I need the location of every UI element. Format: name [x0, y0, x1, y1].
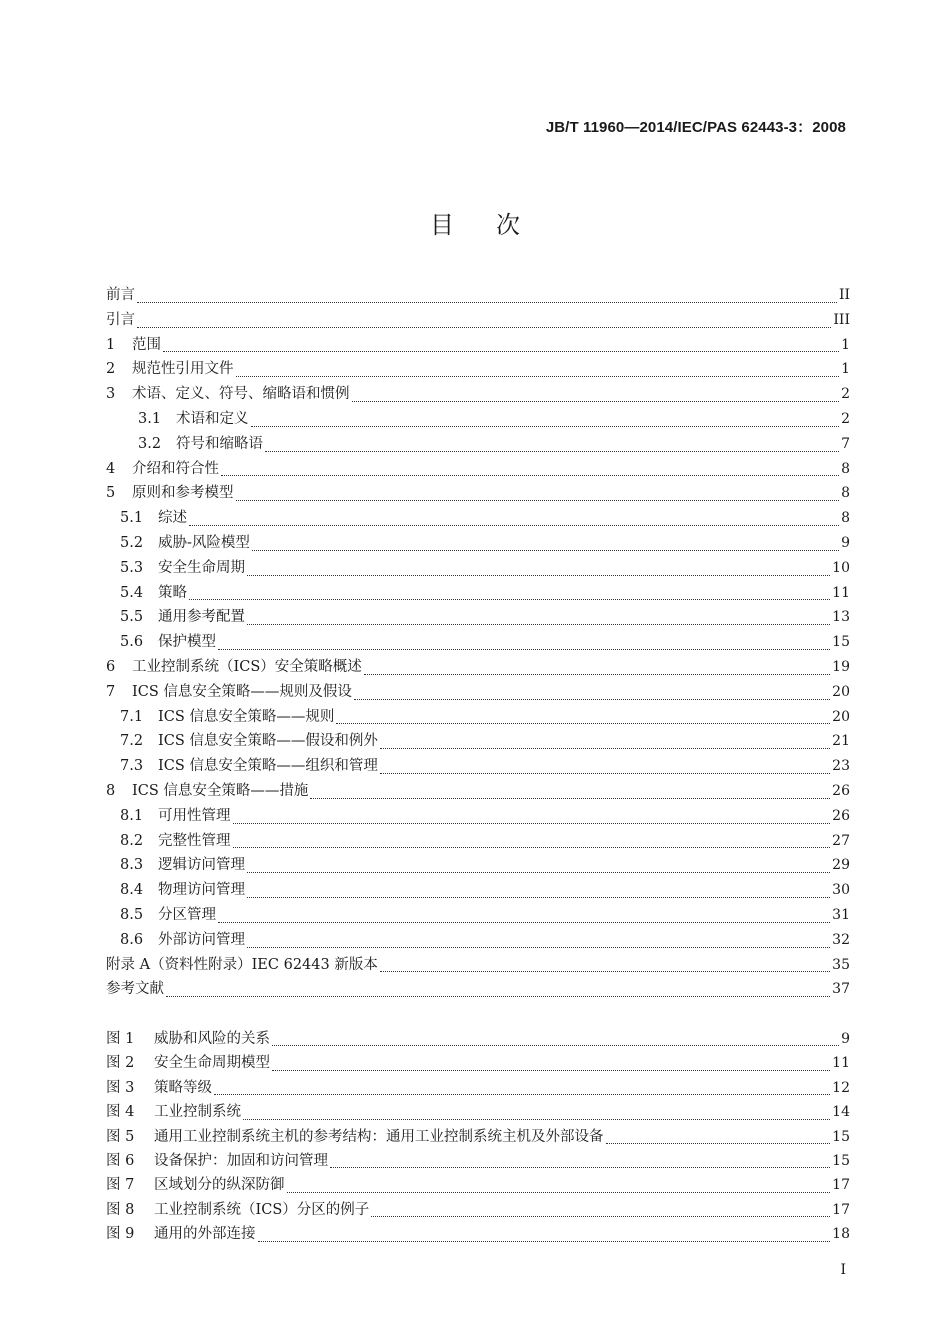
dot-leader [247, 624, 830, 625]
figure-entry[interactable] [106, 1027, 850, 1051]
toc-entry[interactable] [106, 605, 850, 630]
toc-entry[interactable] [106, 531, 850, 556]
figure-entry[interactable] [106, 1198, 850, 1222]
dot-leader [189, 599, 830, 600]
dot-leader [352, 401, 840, 402]
section-title: ICS 信息安全策略——组织和管理 [158, 758, 378, 775]
page-ref: 9 [841, 534, 850, 551]
page-ref: 11 [832, 584, 850, 601]
section-number: 8 [106, 782, 116, 799]
section-number: 3.1 [138, 410, 162, 427]
toc-entry[interactable] [106, 283, 850, 308]
figure-title: 威胁和风险的关系 [154, 1031, 270, 1047]
figure-title: 通用工业控制系统主机的参考结构：通用工业控制系统主机及外部设备 [154, 1128, 604, 1145]
toc-entry[interactable] [106, 853, 850, 878]
toc-entry[interactable] [106, 581, 850, 606]
toc-entry[interactable] [106, 506, 850, 531]
section-number: 5 [106, 485, 116, 502]
figure-entry[interactable] [106, 1100, 850, 1124]
page-ref: 13 [832, 609, 850, 626]
page-ref: 11 [832, 1055, 850, 1072]
section-number: 5.4 [120, 584, 144, 601]
toc-entry[interactable] [106, 630, 850, 655]
toc-entry[interactable] [106, 680, 850, 705]
page-ref: 21 [832, 733, 850, 750]
page-title: 目次 [430, 211, 562, 239]
dot-leader [258, 1241, 831, 1242]
toc-entry[interactable] [106, 481, 850, 506]
toc-entry[interactable] [106, 878, 850, 903]
toc-entry[interactable] [106, 928, 850, 953]
dot-leader [380, 773, 830, 774]
dot-leader [380, 971, 830, 972]
toc-entry[interactable] [106, 308, 850, 333]
page-ref: 32 [832, 931, 850, 948]
figure-title: 工业控制系统 [154, 1104, 241, 1121]
section-number: 8.6 [120, 931, 144, 948]
figure-entry[interactable] [106, 1222, 850, 1246]
figure-title: 策略等级 [154, 1079, 212, 1096]
toc-entry[interactable] [106, 382, 850, 407]
dot-leader [272, 1045, 839, 1046]
toc-entry[interactable] [106, 829, 850, 854]
toc-entry[interactable] [106, 556, 850, 581]
page-ref: 8 [841, 460, 850, 477]
figure-number: 图 5 [106, 1128, 135, 1145]
page-ref: 15 [832, 1128, 850, 1145]
dot-leader [272, 1070, 830, 1071]
page-ref: 12 [832, 1079, 850, 1096]
dot-leader [163, 351, 839, 352]
section-title: 综述 [158, 510, 187, 527]
toc-entry[interactable] [106, 977, 850, 1002]
section-number: 8.2 [120, 832, 144, 849]
dot-leader [221, 475, 839, 476]
figure-title: 设备保护：加固和访问管理 [154, 1152, 328, 1169]
toc-entry[interactable] [106, 804, 850, 829]
page-ref: 15 [832, 1152, 850, 1169]
dot-leader [265, 451, 839, 452]
dot-leader [247, 897, 830, 898]
section-title: 术语、定义、符号、缩略语和惯例 [132, 386, 350, 403]
section-number: 7 [106, 683, 116, 700]
page-ref: 2 [841, 386, 850, 403]
section-title: 引言 [106, 311, 135, 328]
figure-entry[interactable] [106, 1149, 850, 1173]
page-ref: II [838, 287, 850, 303]
section-title: 术语和定义 [176, 410, 249, 427]
section-title: 附录 A（资料性附录）IEC 62443 新版本 [106, 956, 378, 973]
section-title: ICS 信息安全策略——假设和例外 [158, 733, 378, 750]
page-ref: 17 [832, 1201, 850, 1218]
page-ref: 14 [832, 1104, 850, 1121]
section-number: 7.2 [120, 733, 144, 750]
page-ref: 31 [832, 906, 850, 923]
dot-leader [310, 798, 830, 799]
dot-leader [354, 699, 830, 700]
toc-entry[interactable] [106, 729, 850, 754]
dot-leader [330, 1167, 830, 1168]
toc-entry[interactable] [106, 333, 850, 358]
figure-number: 图 9 [106, 1226, 135, 1243]
dot-leader [364, 674, 830, 675]
table-of-contents [106, 283, 850, 1002]
toc-entry[interactable] [106, 903, 850, 928]
figure-title: 安全生命周期模型 [154, 1055, 270, 1072]
page-ref: 1 [841, 336, 850, 353]
section-title: 策略 [158, 584, 187, 601]
dot-leader [236, 500, 840, 501]
page-ref: 27 [832, 832, 850, 849]
dot-leader [166, 996, 830, 997]
toc-entry[interactable] [106, 655, 850, 680]
page-ref: 37 [832, 981, 850, 998]
section-title: ICS 信息安全策略——规则及假设 [132, 683, 352, 700]
section-number: 2 [106, 361, 116, 378]
section-number: 5.2 [120, 534, 144, 551]
section-number: 5.3 [120, 559, 144, 576]
page-ref: 15 [832, 634, 850, 651]
section-title: 分区管理 [158, 906, 216, 923]
toc-entry[interactable] [106, 953, 850, 978]
dot-leader [252, 550, 839, 551]
page-ref: 29 [832, 857, 850, 874]
dot-leader [137, 302, 837, 303]
section-number: 3 [106, 386, 116, 403]
page-ref: 23 [832, 758, 850, 775]
section-number: 6 [106, 658, 116, 675]
toc-entry[interactable] [106, 457, 850, 482]
figure-entry[interactable] [106, 1076, 850, 1100]
dot-leader [236, 376, 840, 377]
section-title: 可用性管理 [158, 807, 231, 824]
toc-entry[interactable] [106, 407, 850, 432]
dot-leader [606, 1143, 831, 1144]
figure-number: 图 1 [106, 1031, 135, 1047]
figure-number: 图 3 [106, 1079, 135, 1096]
standard-code-header: JB/T 11960—2014/IEC/PAS 62443-3：2008 [545, 119, 846, 136]
toc-entry[interactable] [106, 705, 850, 730]
section-number: 5.1 [120, 510, 144, 527]
section-title: 规范性引用文件 [132, 361, 234, 378]
section-title: ICS 信息安全策略——规则 [158, 708, 335, 725]
toc-entry[interactable] [106, 779, 850, 804]
page-ref: 1 [841, 361, 850, 378]
list-of-figures [106, 1027, 850, 1247]
dot-leader [247, 575, 830, 576]
dot-leader [233, 847, 831, 848]
section-number: 8.4 [120, 882, 144, 899]
page-ref: 7 [841, 435, 850, 452]
section-number: 4 [106, 460, 116, 477]
page-ref: 18 [832, 1226, 850, 1243]
page-ref: 9 [841, 1031, 850, 1047]
dot-leader [247, 872, 830, 873]
section-title: 原则和参考模型 [132, 485, 234, 502]
section-title: 逻辑访问管理 [158, 857, 245, 874]
page-ref: 8 [841, 510, 850, 527]
toc-entry[interactable] [106, 357, 850, 382]
section-number: 7.3 [120, 758, 144, 775]
section-number: 8.1 [120, 807, 144, 824]
section-title: 范围 [132, 336, 161, 353]
page-ref: 20 [832, 683, 850, 700]
dot-leader [218, 922, 830, 923]
page-ref: 35 [832, 956, 850, 973]
dot-leader [251, 426, 840, 427]
figure-number: 图 8 [106, 1201, 135, 1218]
section-title: 威胁-风险模型 [158, 534, 250, 551]
section-title: 参考文献 [106, 981, 164, 998]
figure-title: 通用的外部连接 [154, 1226, 256, 1243]
figure-entry[interactable] [106, 1051, 850, 1075]
figure-number: 图 2 [106, 1055, 135, 1072]
page-ref: 20 [832, 708, 850, 725]
section-title: 介绍和符合性 [132, 460, 219, 477]
figure-entry[interactable] [106, 1125, 850, 1149]
figure-entry[interactable] [106, 1173, 850, 1197]
section-number: 7.1 [120, 708, 144, 725]
figure-title: 区域划分的纵深防御 [154, 1177, 285, 1194]
page-ref: 2 [841, 410, 850, 427]
figure-title: 工业控制系统（ICS）分区的例子 [154, 1201, 370, 1218]
page-ref: 19 [832, 658, 850, 675]
dot-leader [380, 748, 830, 749]
page-ref: 26 [832, 807, 850, 824]
dot-leader [371, 1216, 830, 1217]
dot-leader [218, 649, 830, 650]
dot-leader [336, 723, 830, 724]
page-ref: 10 [832, 559, 850, 576]
page-ref: 8 [841, 485, 850, 502]
section-title: 外部访问管理 [158, 931, 245, 948]
page-number: I [840, 1262, 846, 1278]
section-title: 物理访问管理 [158, 882, 245, 899]
section-title: 完整性管理 [158, 832, 231, 849]
section-title: 符号和缩略语 [176, 435, 263, 452]
dot-leader [137, 327, 831, 328]
section-title: 保护模型 [158, 634, 216, 651]
section-number: 8.5 [120, 906, 144, 923]
figure-number: 图 4 [106, 1104, 135, 1121]
dot-leader [233, 823, 831, 824]
dot-leader [287, 1192, 831, 1193]
section-number: 5.5 [120, 609, 144, 626]
dot-leader [243, 1119, 830, 1120]
dot-leader [189, 525, 839, 526]
toc-entry[interactable] [106, 432, 850, 457]
page-ref: 17 [832, 1177, 850, 1194]
page-ref: 26 [832, 782, 850, 799]
section-number: 5.6 [120, 634, 144, 651]
section-number: 3.2 [138, 435, 162, 452]
dot-leader [247, 947, 830, 948]
section-number: 1 [106, 336, 116, 353]
section-title: 前言 [106, 287, 135, 303]
page-ref: 30 [832, 882, 850, 899]
dot-leader [214, 1094, 830, 1095]
page-ref: III [833, 311, 850, 328]
section-title: 工业控制系统（ICS）安全策略概述 [132, 658, 362, 675]
figure-number: 图 6 [106, 1152, 135, 1169]
figure-number: 图 7 [106, 1177, 135, 1194]
section-title: 安全生命周期 [158, 559, 245, 576]
toc-entry[interactable] [106, 754, 850, 779]
section-number: 8.3 [120, 857, 144, 874]
section-title: 通用参考配置 [158, 609, 245, 626]
section-title: ICS 信息安全策略——措施 [132, 782, 309, 799]
